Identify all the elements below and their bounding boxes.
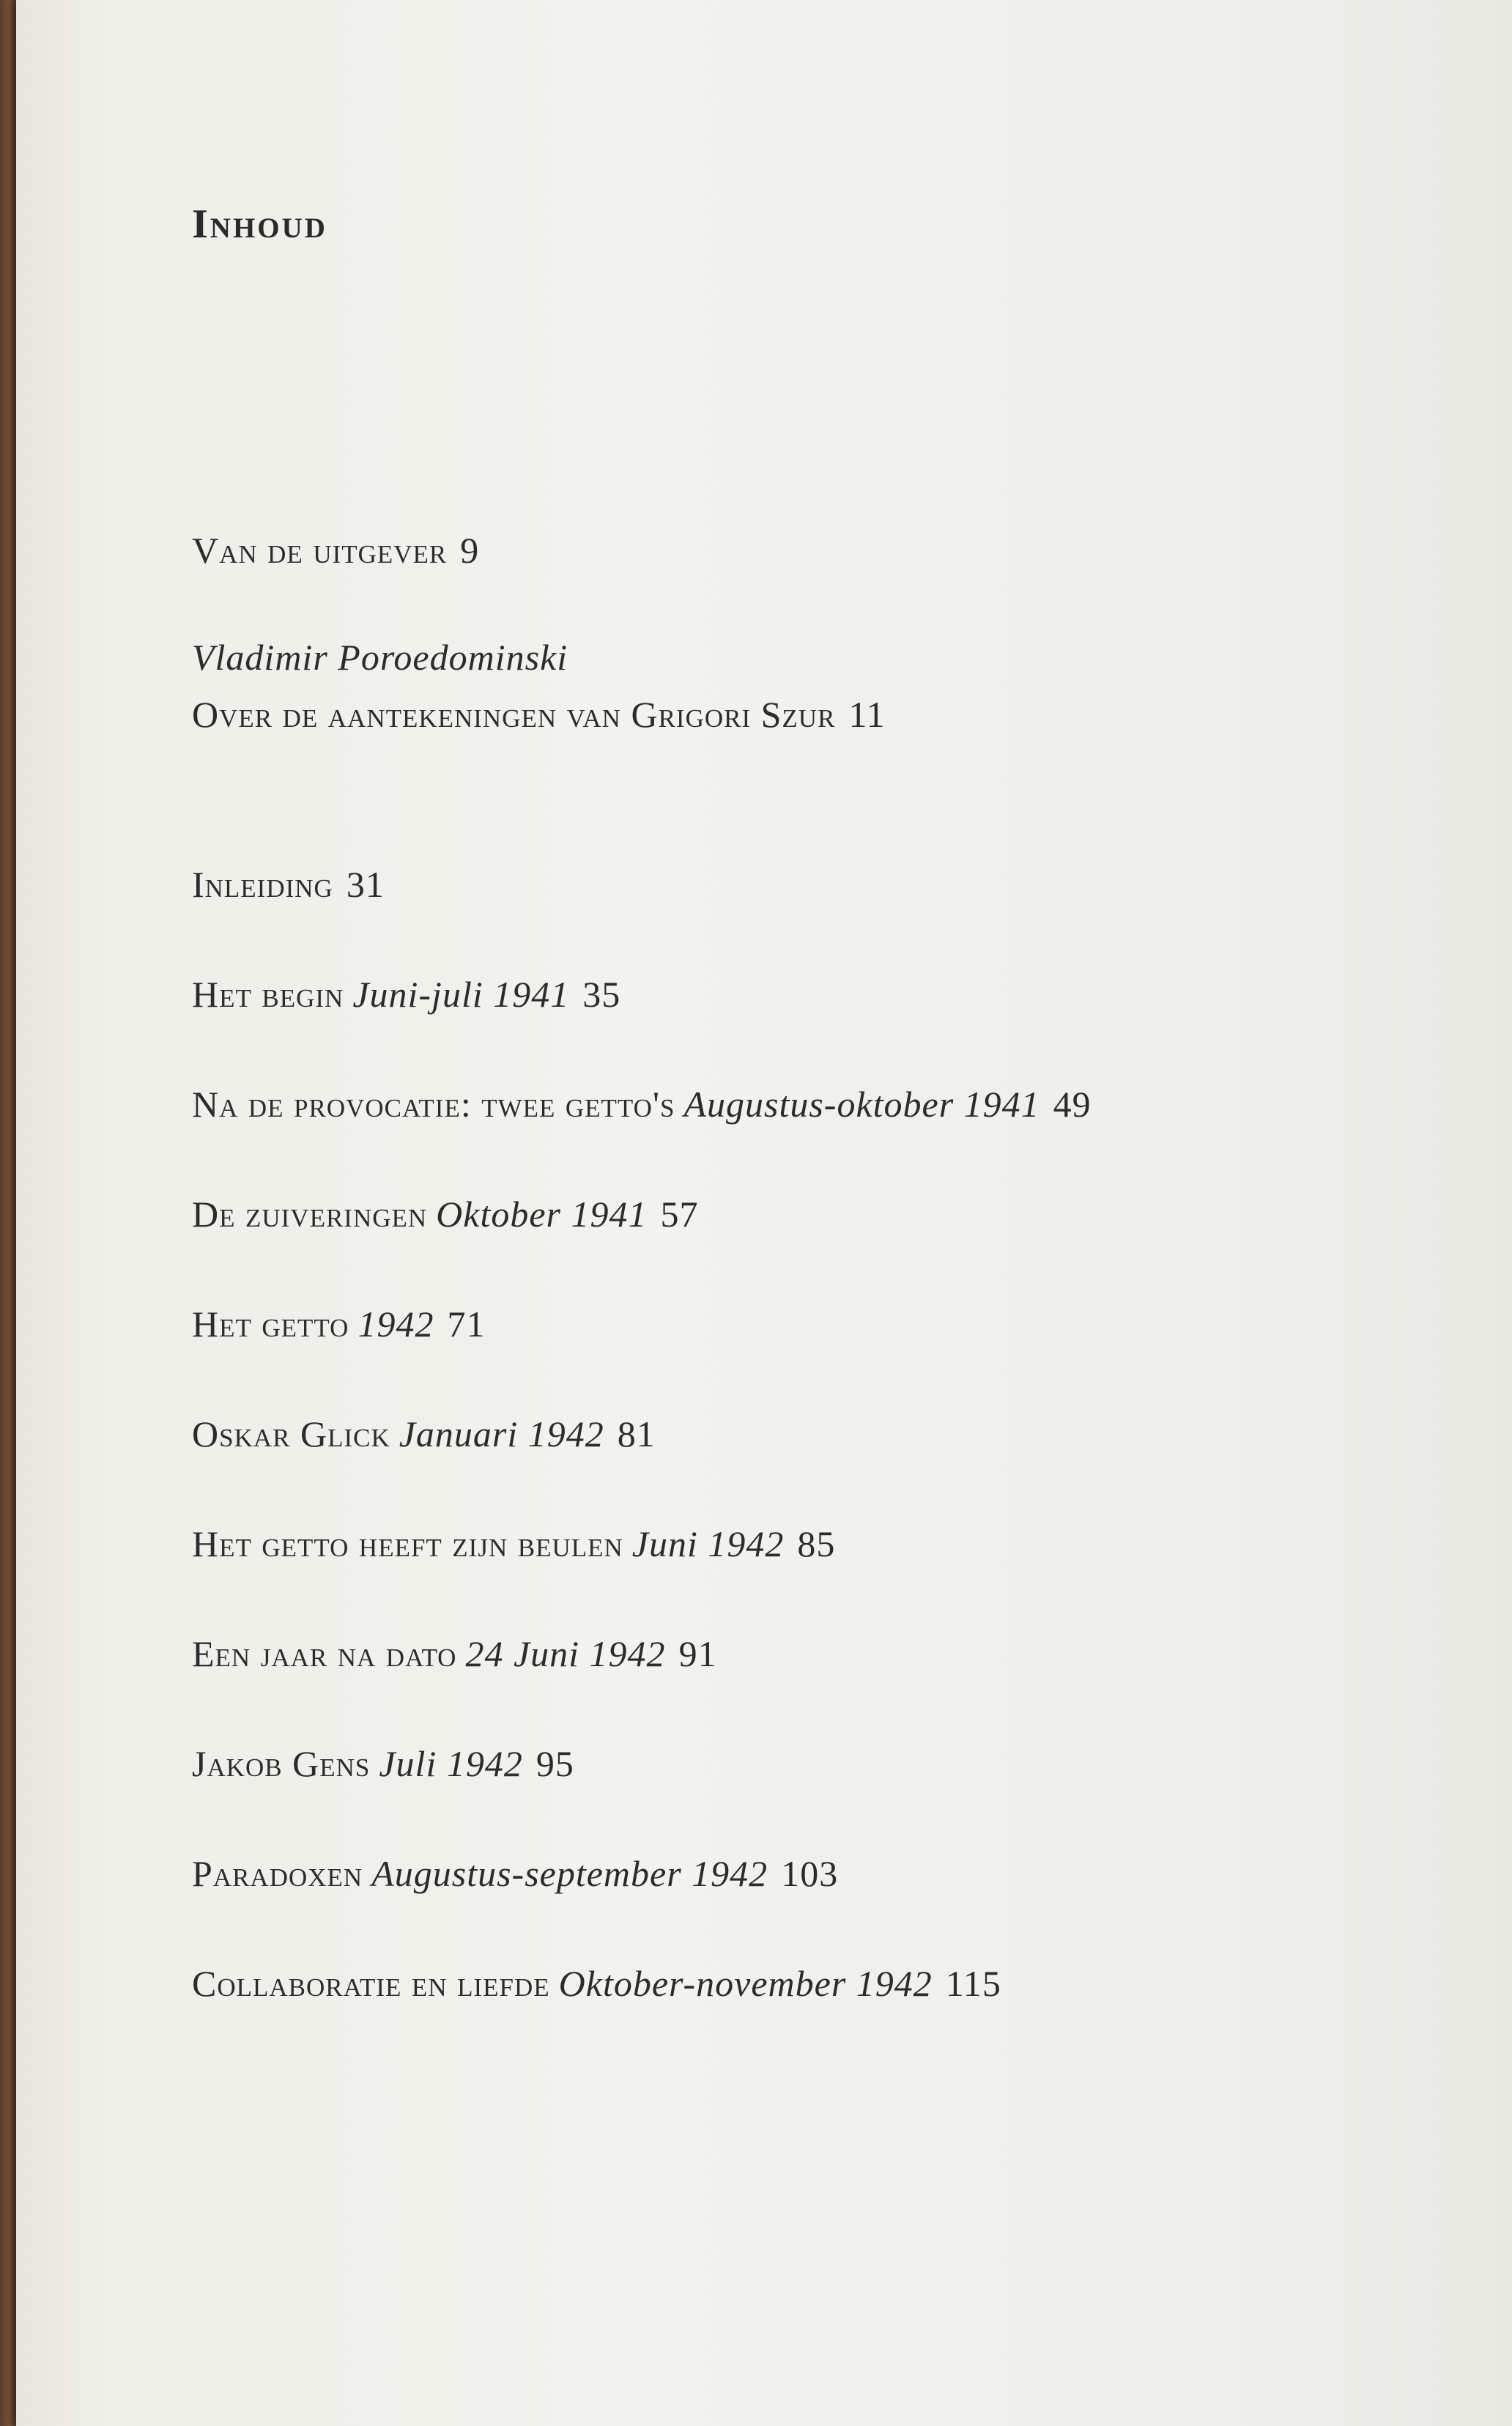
toc-date: Januari 1942: [399, 1413, 604, 1454]
toc-entry: [192, 1413, 656, 1455]
toc-author: Vladimir Poroedominski: [192, 637, 568, 678]
toc-entry: [192, 1193, 699, 1235]
toc-title: Na de provocatie: twee getto's: [192, 1084, 675, 1125]
toc-date: Augustus-oktober 1941: [683, 1084, 1040, 1125]
toc-title: Paradoxen: [192, 1853, 363, 1894]
toc-page-number: 71: [447, 1303, 486, 1345]
toc-title: De zuiveringen: [192, 1194, 428, 1235]
toc-entry: [192, 1083, 1092, 1125]
toc-title: Jakob Gens: [192, 1743, 371, 1784]
toc-date: Oktober 1941: [436, 1194, 648, 1235]
toc-title: Over de aantekeningen van Grigori Szur: [192, 694, 836, 735]
toc-date: 24 Juni 1942: [465, 1633, 666, 1674]
toc-date: 1942: [357, 1303, 434, 1345]
toc-page-number: 115: [945, 1963, 1001, 2004]
toc-entry: [192, 1852, 838, 1895]
toc-title: Een jaar na dato: [192, 1633, 457, 1674]
toc-title: Oskar Glick: [192, 1413, 390, 1454]
toc-page-number: 35: [582, 974, 621, 1015]
toc-date: Oktober-november 1942: [558, 1963, 933, 2004]
toc-page-number: 81: [617, 1413, 656, 1454]
toc-date: Augustus-september 1942: [371, 1853, 768, 1894]
toc-page-number: 57: [660, 1194, 699, 1235]
toc-entry-publisher: [192, 529, 479, 572]
toc-page-number: 31: [346, 864, 385, 905]
toc-page-number: 49: [1053, 1084, 1092, 1125]
toc-entry: [192, 973, 620, 1016]
toc-title: Het begin: [192, 974, 344, 1015]
toc-page-number: 85: [797, 1523, 836, 1564]
toc-title: Het getto heeft zijn beulen: [192, 1523, 623, 1564]
toc-entry: [192, 1742, 574, 1785]
toc-entry: [192, 1962, 1001, 2005]
toc-title: Van de uitgever: [192, 530, 448, 571]
toc-entry: [192, 1303, 485, 1345]
toc-page-number: 95: [536, 1743, 574, 1784]
page-title: Inhoud: [192, 201, 327, 247]
toc-page-number: 91: [678, 1633, 717, 1674]
toc-page-number: 9: [460, 530, 480, 571]
toc-entry: [192, 1523, 835, 1565]
toc-entry-about-notes: [192, 693, 886, 736]
toc-title: Inleiding: [192, 864, 333, 905]
toc-page-number: 103: [781, 1853, 839, 1894]
toc-date: Juli 1942: [379, 1743, 523, 1784]
toc-title: Het getto: [192, 1303, 349, 1345]
toc-date: Juni-juli 1941: [352, 974, 570, 1015]
wooden-surface: [0, 0, 18, 2426]
toc-date: Juni 1942: [631, 1523, 785, 1564]
toc-entry: [192, 1632, 717, 1675]
toc-page-number: 11: [848, 694, 886, 735]
toc-title: Collaboratie en liefde: [192, 1963, 550, 2004]
toc-entry-introduction: [192, 863, 385, 906]
